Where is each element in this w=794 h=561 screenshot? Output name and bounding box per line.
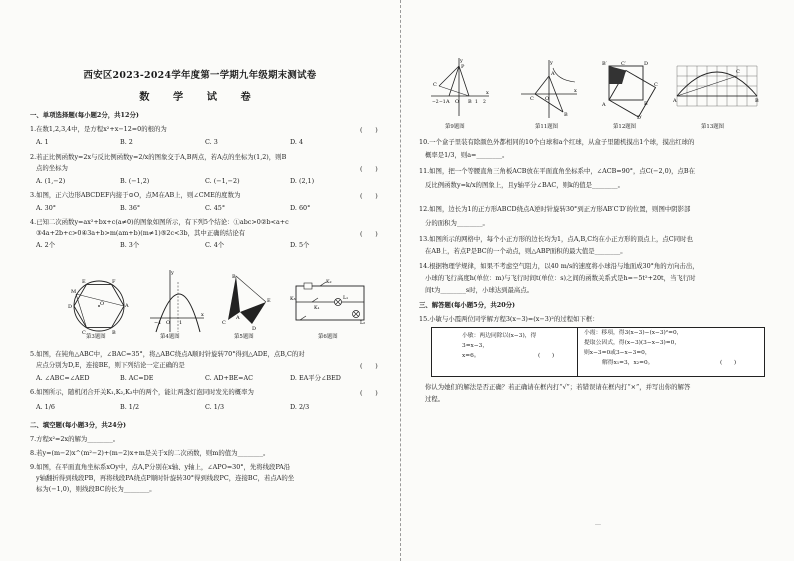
figure-13-caption: 第13题图 [701, 124, 725, 130]
q5-line1: 5.如图，在钝角△ABC中，∠BAC=35°，将△ABC绕点A顺时针旋转70°得到△ADE，点B,C的对 [30, 350, 305, 358]
q1-option-d: D. 4 [290, 138, 304, 146]
exam-subtitle: 数 学 试 卷 [139, 91, 261, 103]
q12-line1: 12.如图，边长为1的正方形ABCD绕点A逆时针旋转30°到正方形AB′C′D′的位置，则图中阴影部 [419, 205, 691, 213]
q11-line2: 反比例函数y=k/x的图象上，且y轴平分∠BAC，则k的值是________。 [425, 181, 625, 189]
q6-option-c: C. 1/3 [205, 403, 225, 411]
q4-option-a: A. 2个 [36, 241, 56, 249]
fig6-label-k1: K₁ [314, 306, 320, 311]
figure-11-caption: 第11题图 [535, 124, 559, 130]
fig6-label-k2: K₂ [326, 280, 332, 285]
q15-after-line2: 过程。 [425, 395, 445, 403]
fig3-label-c: C [82, 330, 86, 336]
page-mark: — [594, 520, 602, 528]
fig12-label-d1: D′ [637, 115, 643, 120]
q6-stem: 6.如图所示，随机闭合开关K₁,K₂,K₃中的两个，能让两盏灯泡同时发光的概率为 [30, 388, 254, 396]
figure-4-parabola [146, 268, 206, 334]
figure-9-coordinate [429, 56, 491, 118]
fig11-label-c: C [530, 96, 534, 102]
fig13-label-c: C [736, 69, 740, 75]
q6-option-d: D. 2/3 [290, 403, 310, 411]
q2-option-b: B. (−1,2) [120, 177, 150, 185]
fig3-label-d: D [68, 304, 73, 310]
exam-title: 西安区2023-2024学年度第一学期九年级期末测试卷 [83, 70, 317, 81]
q10-line2: 概率是1/3，则a=________。 [425, 151, 509, 159]
q7-stem: 7.方程x²=2x的解为________。 [30, 435, 120, 443]
q5-option-a: A. ∠ABC=∠AED [36, 374, 90, 382]
fig9-label-c: C [433, 82, 437, 88]
fig6-label-l2: L₂ [360, 321, 366, 326]
q5-option-d: D. EA平分∠BED [290, 374, 341, 382]
fig4-label-o: O [166, 320, 171, 326]
q4-option-b: B. 3个 [120, 241, 140, 249]
fig12-label-c: C [654, 82, 658, 88]
q15-stem: 15.小敏与小霞两位同学解方程3(x−3)=(x−3)²的过程如下框： [419, 315, 599, 323]
q1-option-c: C. 3 [205, 138, 218, 146]
q15-xiaoxia-line4: 解得x₁=3，x₂=0。 [602, 360, 654, 366]
fig6-label-l1: L₁ [343, 296, 349, 301]
q3-option-a: A. 30° [36, 204, 57, 212]
q6-answer-paren[interactable]: ( ) [360, 389, 378, 397]
q4-line2: ③4a+2b+c>0④3a+b>m(am+b)(m≠1)⑤2c<3b，其中正确的结论有 [36, 229, 246, 237]
fig9-tick-neg2: −2 [432, 100, 439, 105]
figure-5-caption: 第5题图 [234, 334, 254, 340]
q8-stem: 8.若y=(m−2)x^(m²−2)+(m−2)x+m是关于x的二次函数，则m的值为________。 [30, 449, 270, 457]
q15-box-xiaoxia [577, 327, 765, 377]
fig3-label-f: F [112, 279, 116, 285]
q3-option-b: B. 36° [120, 204, 141, 212]
fig4-label-neg1: −1 [154, 320, 162, 326]
q1-answer-paren[interactable]: ( ) [360, 126, 378, 134]
figure-6-circuit [290, 278, 370, 326]
fig5-label-e: E [267, 298, 271, 304]
q15-xiaomin-line1: 小敏：两边同除以(x−3)，得 [462, 333, 537, 339]
right-column [400, 0, 794, 561]
fig4-label-x: x [201, 312, 204, 318]
fig9-label-x: x [486, 90, 489, 96]
q5-option-b: B. AC=DE [120, 374, 154, 382]
figure-6-caption: 第6题图 [318, 334, 338, 340]
q15-after-line1: 你认为她们的解法是否正确？若正确请在框内打“√”；若错误请在框内打“×”，并写出你的解答 [425, 383, 691, 391]
fig9-label-b: B [468, 99, 472, 105]
q15-xiaomin-line3: x=6。 [462, 353, 480, 359]
q1-option-b: B. 2 [120, 138, 133, 146]
q3-option-c: C. 45° [205, 204, 226, 212]
q4-option-d: D. 5个 [290, 241, 310, 249]
q2-option-c: C. (−1,−2) [205, 177, 240, 185]
figure-3-hexagon-circle [66, 276, 132, 336]
fig12-label-a: A [602, 102, 606, 108]
q14-line2: 小球的飞行高度h(单位：m)与飞行时间t(单位：s)之间的函数关系式是h=−5t²+20t，当飞行时 [425, 274, 696, 282]
q5-line2: 应点分别为D,E，连接BE，则下列结论一定正确的是 [36, 361, 185, 369]
q5-answer-paren[interactable]: ( ) [360, 362, 378, 370]
q13-line2: 在AB上，若点P是BC的一个动点，则△ABP面积的最大值是________。 [425, 247, 627, 255]
fig9-tick-1: 1 [475, 100, 478, 105]
q3-answer-paren[interactable]: ( ) [360, 192, 378, 200]
fig6-label-k3: K₃ [290, 297, 296, 302]
section-heading-1: 一、单项选择题(每小题2分，共12分) [30, 111, 139, 119]
figure-4-caption: 第4题图 [160, 334, 180, 340]
q2-option-d: D. (2,1) [290, 177, 315, 185]
figure-5-rotation [222, 272, 274, 332]
q10-line1: 10.一个盒子里装有除颜色外都相同的10个白球和a个红球，从盒子里随机摸出1个球，摸出红球的 [419, 138, 695, 146]
figure-11-coordinate [519, 58, 579, 120]
fig3-label-e: E [82, 279, 86, 285]
q9-line3: 标为(−1,0)，则线段BC的长为________。 [36, 485, 156, 493]
q15-xiaoxia-line2: 提取公因式，得(x−3)(3−x−3)=0， [584, 340, 681, 346]
q2-answer-paren[interactable]: ( ) [360, 165, 378, 173]
q15-box-xiaomin [431, 327, 579, 377]
fig5-label-d: D [252, 326, 257, 332]
q4-answer-paren[interactable]: ( ) [360, 230, 378, 238]
q15-xiaoxia-line1: 小霞：移项，得3(x−3)−(x−3)²=0， [584, 330, 683, 336]
fig5-label-c: C [222, 320, 226, 326]
q15-xiaomin-judge-paren[interactable]: ( ) [538, 353, 555, 359]
figure-12-caption: 第12题图 [613, 124, 637, 130]
fig12-label-d: D [644, 61, 649, 67]
q4-line1: 4.已知二次函数y=ax²+bx+c(a≠0)的图象如图所示，有下列5个结论：①abc>0②b<a+c [30, 218, 289, 226]
q5-option-c: C. AD+BE=AC [205, 374, 254, 382]
fig11-label-y: y [550, 60, 553, 66]
figure-3-caption: 第3题图 [86, 334, 106, 340]
fig9-tick-neg1: −1 [439, 100, 446, 105]
fig12-label-b1: B′ [602, 61, 607, 67]
fig9-label-p: P [461, 64, 465, 70]
fig12-label-b: B [644, 101, 648, 107]
fig5-label-a: A [236, 315, 240, 321]
q14-line3: 间t为________s时，小球达到最高点。 [425, 286, 534, 294]
q12-line2: 分的面积为________。 [425, 219, 489, 227]
q4-option-c: C. 4个 [205, 241, 225, 249]
q2-line1: 2.若正比例函数y=2x与反比例函数y=2/x的图象交于A,B两点，若A点的坐标为(1,2)，则B [30, 153, 287, 161]
fig3-label-b: B [112, 330, 116, 336]
fig9-label-y: y [460, 58, 463, 64]
fig11-label-o: O [545, 96, 550, 102]
fig11-label-a: A [551, 71, 555, 77]
q6-option-b: B. 1/2 [120, 403, 140, 411]
q6-option-a: A. 1/6 [36, 403, 55, 411]
q3-stem: 3.如图，正六边形ABCDEF内接于⊙O，点M在AB上，则∠CME的度数为 [30, 191, 241, 199]
q13-line1: 13.如图所示的网格中，每个小正方形的边长均为1，点A,B,C均在小正方形的顶点上，点C同时也 [419, 235, 693, 243]
fig13-label-b: B [755, 98, 759, 104]
fig12-label-c1: C′ [621, 61, 626, 67]
q11-line1: 11.如图，把一个等腰直角三角板ACB放在平面直角坐标系中，∠ACB=90°，点C(−2,0)，点B在 [419, 167, 696, 175]
q3-option-d: D. 60° [290, 204, 311, 212]
fig9-label-o: O [455, 99, 460, 105]
q2-option-a: A. (1,−2) [36, 177, 66, 185]
fig9-tick-2: 2 [483, 100, 486, 105]
q9-line1: 9.如图，在平面直角坐标系xOy中，点A,P分别在x轴、y轴上，∠APO=30°，先将线段PA沿 [30, 463, 291, 471]
q2-line2: 点的坐标为 [36, 164, 68, 172]
q1-option-a: A. 1 [36, 138, 49, 146]
q14-line1: 14.根据物理学规律，如果不考虑空气阻力，以40 m/s的速度将小球沿与地面成30°角的方向击出， [419, 262, 699, 270]
fig13-label-a: A [673, 98, 677, 104]
fig4-label-1: 1 [179, 320, 183, 326]
fig9-label-a: A [446, 99, 450, 105]
figure-12-rotated-square [601, 58, 659, 120]
q15-xiaoxia-line3: 则x−3=0或3−x−3=0， [584, 350, 651, 356]
section-heading-3: 三、解答题(每小题5分，共20分) [419, 301, 516, 309]
fig11-label-x: x [574, 88, 577, 94]
q15-xiaomin-line2: 3=x−3， [462, 343, 489, 349]
q15-xiaoxia-judge-paren[interactable]: ( ) [720, 360, 737, 366]
figure-9-caption: 第9题图 [445, 124, 465, 130]
q1-stem: 1.在数1,2,3,4中，是方程x²+x−12=0的根的为 [30, 125, 167, 133]
q9-line2: y轴翻折得到线段PB，再将线段PA绕点P顺时针旋转30°得到线段PC，连接BC，若点A的坐 [36, 474, 295, 482]
fig3-label-o: O [100, 301, 105, 307]
figure-13-grid [673, 60, 761, 118]
fig3-label-m: M [71, 289, 77, 295]
fig11-label-b: B [564, 112, 568, 118]
fig4-label-y: y [171, 270, 174, 276]
fig3-label-a: A [125, 303, 129, 309]
fig5-label-b: B [232, 274, 236, 280]
section-heading-2: 二、填空题(每小题3分，共24分) [30, 421, 127, 429]
